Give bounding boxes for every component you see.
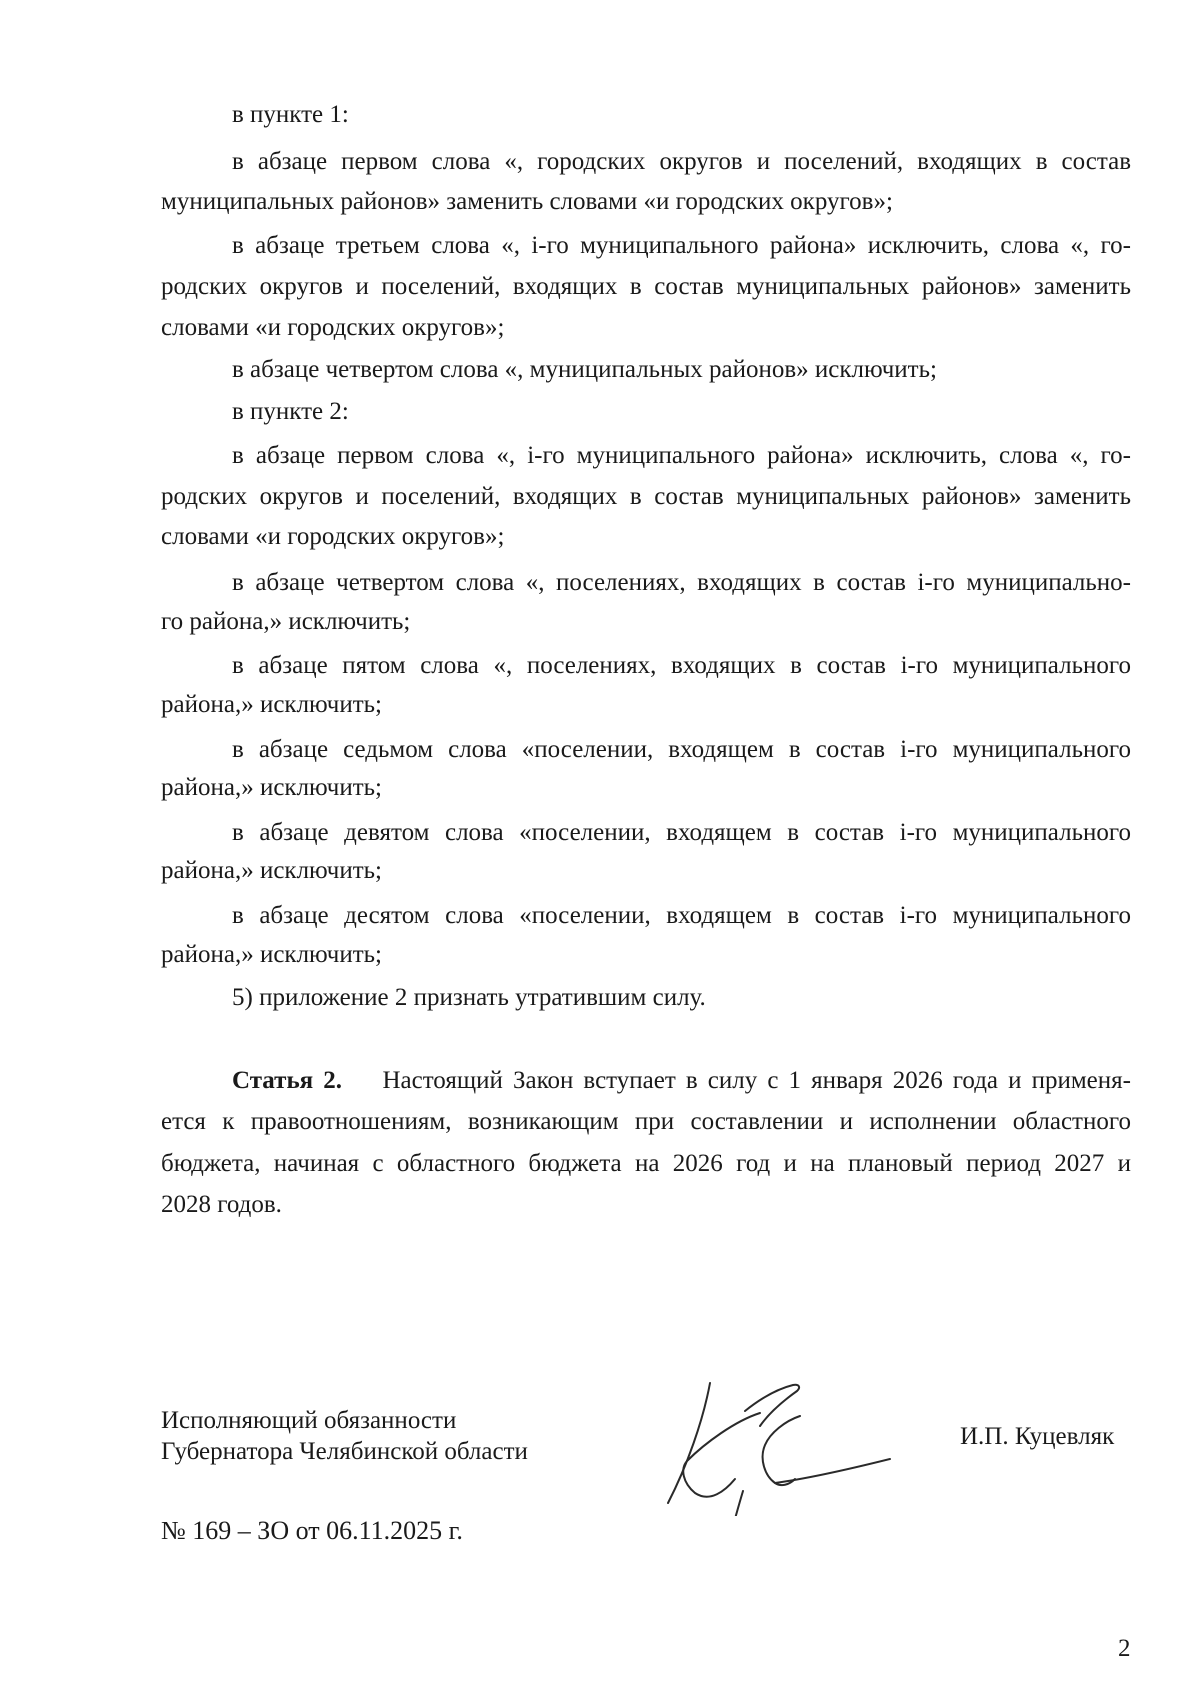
law-number: № 169 – ЗО от 06.11.2025 г. [161, 1516, 463, 1545]
amend-line: в пункте 1: [232, 101, 349, 128]
amend-line: в абзаце третьем слова «, i-го муниципального района» исключить, слова «, го- [232, 232, 1131, 259]
article2-text: Настоящий Закон вступает в силу с 1 января 2026 года и применя- [382, 1067, 1131, 1094]
amend-line: родских округов и поселений, входящих в состав муниципальных районов» заменить [161, 483, 1131, 510]
amend-line: района,» исключить; [161, 774, 382, 801]
amend-line: в абзаце четвертом слова «, муниципальных районов» исключить; [232, 356, 937, 383]
amend-line: в абзаце первом слова «, i-го муниципального района» исключить, слова «, го- [232, 442, 1131, 469]
signatory-position: Исполняющий обязанности [161, 1407, 457, 1434]
amend-line: в абзаце десятом слова «поселении, входящем в состав i-го муниципального [232, 902, 1131, 929]
handwritten-signature [665, 1381, 915, 1516]
amend-line: словами «и городских округов»; [161, 314, 505, 341]
amend-line: района,» исключить; [161, 857, 382, 884]
amend-line: района,» исключить; [161, 691, 382, 718]
amend-line: в абзаце первом слова «, городских округов и поселений, входящих в состав [232, 148, 1131, 175]
article2-first-line [232, 1066, 1131, 1096]
article2-line: ется к правоотношениям, возникающим при составлении и исполнении областного [161, 1108, 1131, 1135]
amend-line: словами «и городских округов»; [161, 523, 505, 550]
amend-line: в пункте 2: [232, 398, 349, 425]
article2-line: бюджета, начиная с областного бюджета на 2026 год и на плановый период 2027 и [161, 1150, 1131, 1177]
amend-line: го района,» исключить; [161, 608, 411, 635]
amend-line: в абзаце четвертом слова «, поселениях, входящих в состав i-го муниципально- [232, 569, 1131, 596]
article2-heading: Статья 2. [232, 1067, 343, 1094]
signatory-name: И.П. Куцевляк [960, 1423, 1115, 1450]
amend-line: в абзаце седьмом слова «поселении, входящем в состав i-го муниципального [232, 736, 1131, 763]
amend-line: района,» исключить; [161, 941, 382, 968]
amend-line: в абзаце девятом слова «поселении, входящем в состав i-го муниципального [232, 819, 1131, 846]
signatory-position: Губернатора Челябинской области [161, 1438, 528, 1465]
amend-line: 5) приложение 2 признать утратившим силу. [232, 984, 706, 1011]
article2-line: 2028 годов. [161, 1191, 282, 1218]
amend-line: родских округов и поселений, входящих в состав муниципальных районов» заменить [161, 273, 1131, 300]
amend-line: муниципальных районов» заменить словами «и городских округов»; [161, 188, 893, 215]
amend-line: в абзаце пятом слова «, поселениях, входящих в состав i-го муниципального [232, 652, 1131, 679]
page-number: 2 [1118, 1635, 1131, 1662]
